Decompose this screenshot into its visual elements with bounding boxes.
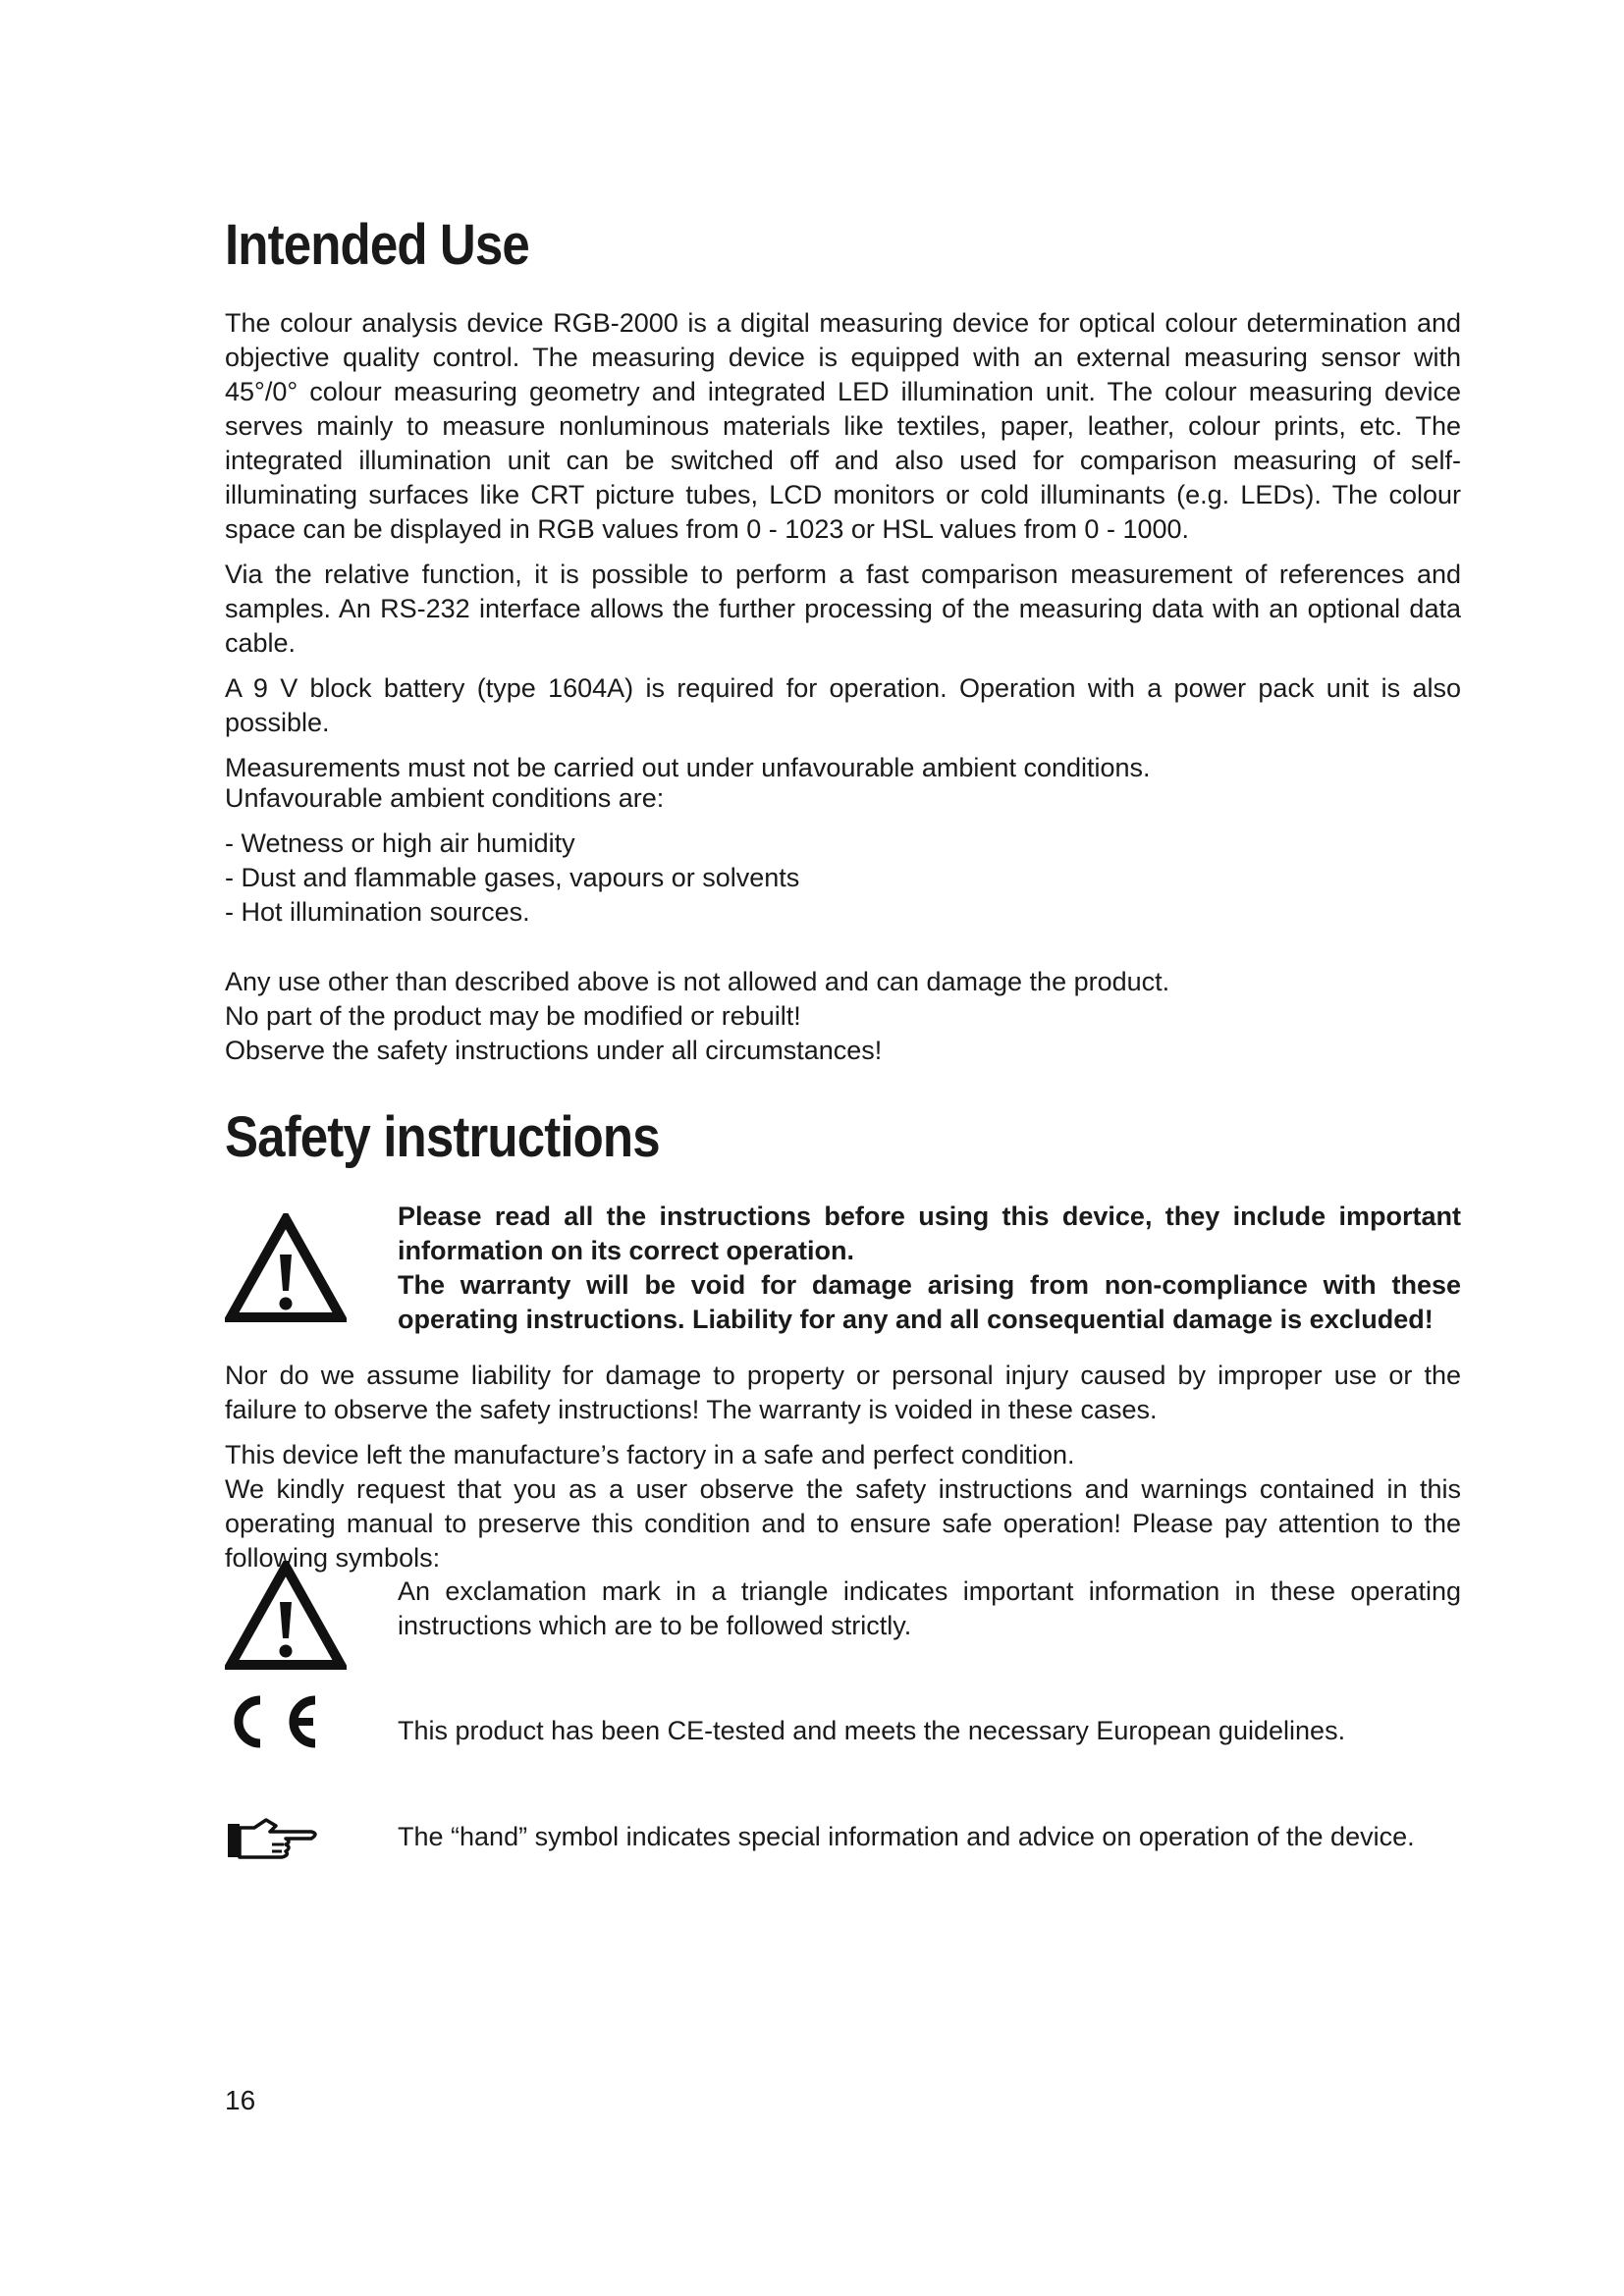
page-number: 16	[225, 2085, 256, 2115]
warning-triangle-icon	[225, 1213, 347, 1323]
warranty-warning: The warranty will be void for damage arising from non-compliance with these operating instructions. Liability for any and all consequential damage is excluded!	[398, 1270, 1461, 1334]
intended-use-paragraph-1: The colour analysis device RGB-2000 is a digital measuring device for optical colour determination and objective quality control. The measuring device is equipped with an external measuring sensor with 45°/0° colour measuring geometry and integrated LED illumination unit. The colour measuring device serves mainly to measure nonluminous materials like textiles, paper, leather, colour prints, etc. The integrated illumination unit can be switched off and also used for comparison measuring of self-illuminating surfaces like CRT picture tubes, LCD monitors or cold illuminants (e.g. LEDs). The colour space can be displayed in RGB values from 0 - 1023 or HSL values from 0 - 1000.	[225, 308, 1461, 544]
restriction-line-3: Observe the safety instructions under all circumstances!	[225, 1036, 883, 1065]
intended-use-paragraph-2: Via the relative function, it is possible to perform a fast comparison measurement of references and samples. An RS-232 interface allows the further processing of the measuring data with an optional data cable.	[225, 560, 1461, 658]
symbol-row-hand	[225, 1804, 1461, 1873]
intended-use-paragraph-3: A 9 V block battery (type 1604A) is required for operation. Operation with a power pack unit is also possible.	[225, 673, 1461, 737]
safety-warning-row	[225, 1200, 1461, 1347]
intended-use-body	[225, 306, 1461, 785]
pointing-hand-icon	[225, 1812, 323, 1861]
symbol-row-ce	[225, 1690, 1461, 1769]
safety-warning-text	[398, 1200, 1461, 1337]
list-item: - Wetness or high air humidity	[225, 828, 575, 858]
list-item: - Hot illumination sources.	[225, 897, 530, 927]
conditions-list	[225, 827, 1461, 930]
conditions-block	[225, 781, 1461, 930]
symbol-description: The “hand” symbol indicates special information and advice on operation of the device.	[398, 1822, 1415, 1851]
user-request-paragraph: We kindly request that you as a user observe the safety instructions and warnings contained in this operating manual to preserve this condition and to ensure safe operation! Please pay attention to the following symbols:	[225, 1474, 1461, 1573]
symbol-description: An exclamation mark in a triangle indicates important information in these operating instructions which are to be followed strictly.	[398, 1576, 1461, 1640]
list-item: - Dust and flammable gases, vapours or solvents	[225, 863, 800, 892]
ce-mark-icon	[225, 1690, 333, 1753]
intended-use-paragraph-4: Measurements must not be carried out under unfavourable ambient conditions.	[225, 753, 1151, 782]
symbol-description: This product has been CE-tested and meets the necessary European guidelines.	[398, 1716, 1346, 1745]
usage-restrictions	[225, 965, 1461, 1068]
liability-paragraph: Nor do we assume liability for damage to property or personal injury caused by improper use or the failure to observe the safety instructions! The warranty is voided in these cases.	[225, 1361, 1461, 1424]
factory-condition-line: This device left the manufacture’s factory in a safe and perfect condition.	[225, 1440, 1075, 1469]
symbol-row-warning	[225, 1561, 1461, 1679]
warning-triangle-icon	[225, 1561, 347, 1671]
read-instructions-warning: Please read all the instructions before using this device, they include important information on its correct operation.	[398, 1201, 1461, 1265]
restriction-line-2: No part of the product may be modified or rebuilt!	[225, 1001, 801, 1031]
restriction-line-1: Any use other than described above is not allowed and can damage the product.	[225, 967, 1170, 996]
safety-body	[225, 1359, 1461, 1586]
conditions-intro: Unfavourable ambient conditions are:	[225, 783, 665, 813]
safety-instructions-heading: Safety instructions	[225, 1105, 660, 1169]
intended-use-heading: Intended Use	[225, 213, 529, 277]
